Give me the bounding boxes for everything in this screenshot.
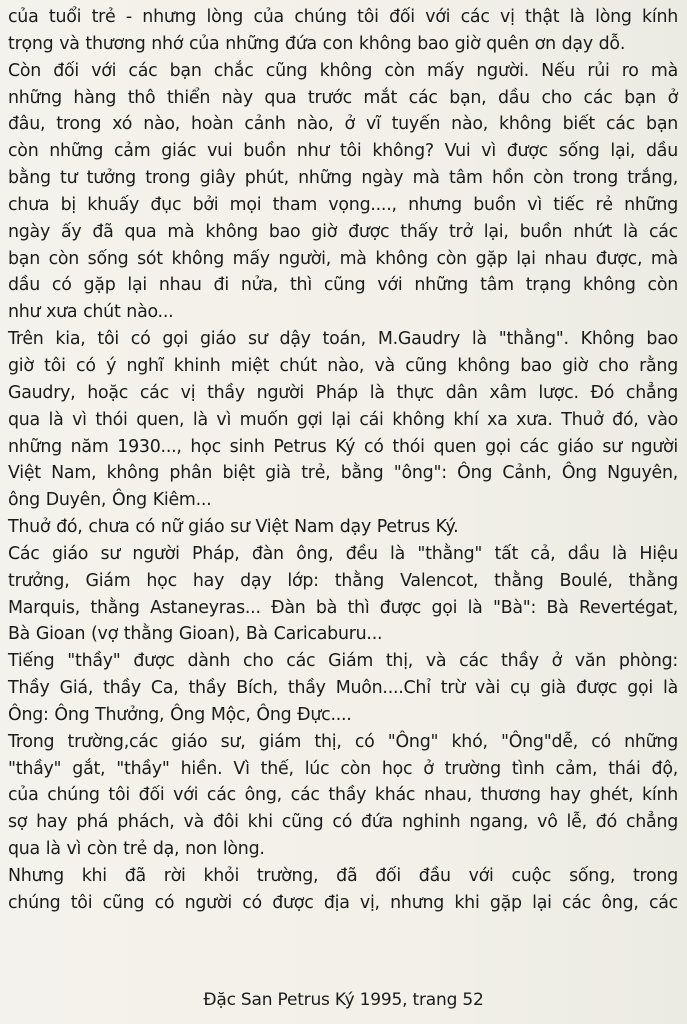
text-line: qua là vì còn trẻ dạ, non lòng.	[8, 839, 265, 860]
text-line: những hàng thô thiển này qua trước mắt các bạn, dầu cho các bạn ở	[8, 87, 678, 108]
text-line: trọng và thương nhớ của những đứa con không bao giờ quên ơn dạy dỗ.	[8, 33, 626, 54]
text-line: chưa bị khuấy đục bởi mọi tham vọng...., nhưng buồn vì tiếc rẻ những	[8, 194, 678, 215]
page-footer: Đặc San Petrus Ký 1995, trang 52	[203, 990, 484, 1010]
text-line: Ông: Ông Thưởng, Ông Mộc, Ông Đực....	[8, 704, 352, 725]
text-line: của tuổi trẻ - nhưng lòng của chúng tôi đối với các vị thật là lòng kính	[8, 7, 678, 27]
text-line: Bà Gioan (vợ thằng Gioan), Bà Caricaburu...	[8, 624, 383, 645]
body-text	[8, 4, 678, 917]
text-line: như xưa chút nào...	[8, 302, 174, 323]
text-line: Thuở đó, chưa có nữ giáo sư Việt Nam dạy Petrus Ký.	[8, 517, 459, 538]
text-line: sợ hay phá phách, và đôi khi cũng có đứa nghinh ngang, vô lễ, đó chẳng	[8, 812, 678, 833]
text-line: những năm 1930..., học sinh Petrus Ký có thói quen gọi các giáo sư người	[8, 436, 678, 457]
text-line: "thầy" gắt, "thầy" hiền. Vì thế, lúc còn học ở trường tình cảm, thái độ,	[8, 758, 678, 779]
text-line: Tiếng "thầy" được dành cho các Giám thị, và các thầy ở văn phòng:	[8, 651, 678, 672]
text-line: bằng tư tưởng trong giây phút, những ngày mà tâm hồn còn trong trắng,	[8, 168, 678, 189]
text-line: Gaudry, hoặc các vị thầy người Pháp là thực dân xâm lược. Đó chẳng	[8, 382, 678, 403]
text-line: bạn còn sống sót không mấy người, mà không còn gặp lại nhau được, mà	[8, 248, 678, 269]
text-line: Các giáo sư người Pháp, đàn ông, đều là "thằng" tất cả, dầu là Hiệu	[8, 543, 678, 564]
text-line: Trên kia, tôi có gọi giáo sư dậy toán, M.Gaudry là "thằng". Không bao	[8, 329, 678, 350]
text-line: còn những cảm giác vui buồn như tôi không? Vui vì được sống lại, dầu	[8, 141, 678, 162]
text-line: Marquis, thằng Astaneyras... Đàn bà thì được gọi là "Bà": Bà Revertégat,	[8, 597, 678, 618]
text-line: giờ tôi có ý nghĩ khinh miệt chút nào, và cũng không bao giờ cho rằng	[8, 355, 678, 376]
text-line: qua là vì thói quen, là vì muốn gợi lại cái không khí xa xưa. Thuở đó, vào	[8, 409, 678, 430]
text-line: ông Duyên, Ông Kiêm...	[8, 490, 212, 511]
text-line: Còn đối với các bạn chắc cũng không còn mấy người. Nếu rủi ro mà	[8, 60, 678, 81]
text-line: chúng tôi cũng có người có được địa vị, nhưng khi gặp lại các ông, các	[8, 892, 678, 913]
text-line: trưởng, Giám học hay dạy lớp: thằng Valencot, thằng Boulé, thằng	[8, 570, 678, 591]
text-line: Thầy Giá, thầy Ca, thầy Bích, thầy Muôn....Chỉ trừ vài cụ già được gọi là	[8, 678, 678, 699]
text-line: đâu, trong xó nào, hoàn cảnh nào, ở vĩ tuyến nào, không biết các bạn	[8, 114, 678, 135]
text-line: của chúng tôi đối với các ông, các thầy khác nhau, thương hay ghét, kính	[8, 785, 678, 806]
text-line: Nhưng khi đã rời khỏi trường, đã đối đầu với cuộc sống, trong	[8, 866, 678, 886]
text-line: ngày ấy đã qua mà không bao giờ được thấy trở lại, buồn nhứt là các	[8, 221, 678, 242]
text-line: Việt Nam, không phân biệt già trẻ, bằng "ông": Ông Cảnh, Ông Nguyên,	[8, 463, 678, 484]
text-line: dầu có gặp lại nhau đi nửa, thì cũng với những tâm trạng không còn	[8, 275, 678, 296]
text-line: Trong trường,các giáo sư, giám thị, có "Ông" khó, "Ông"dễ, có những	[8, 731, 678, 752]
